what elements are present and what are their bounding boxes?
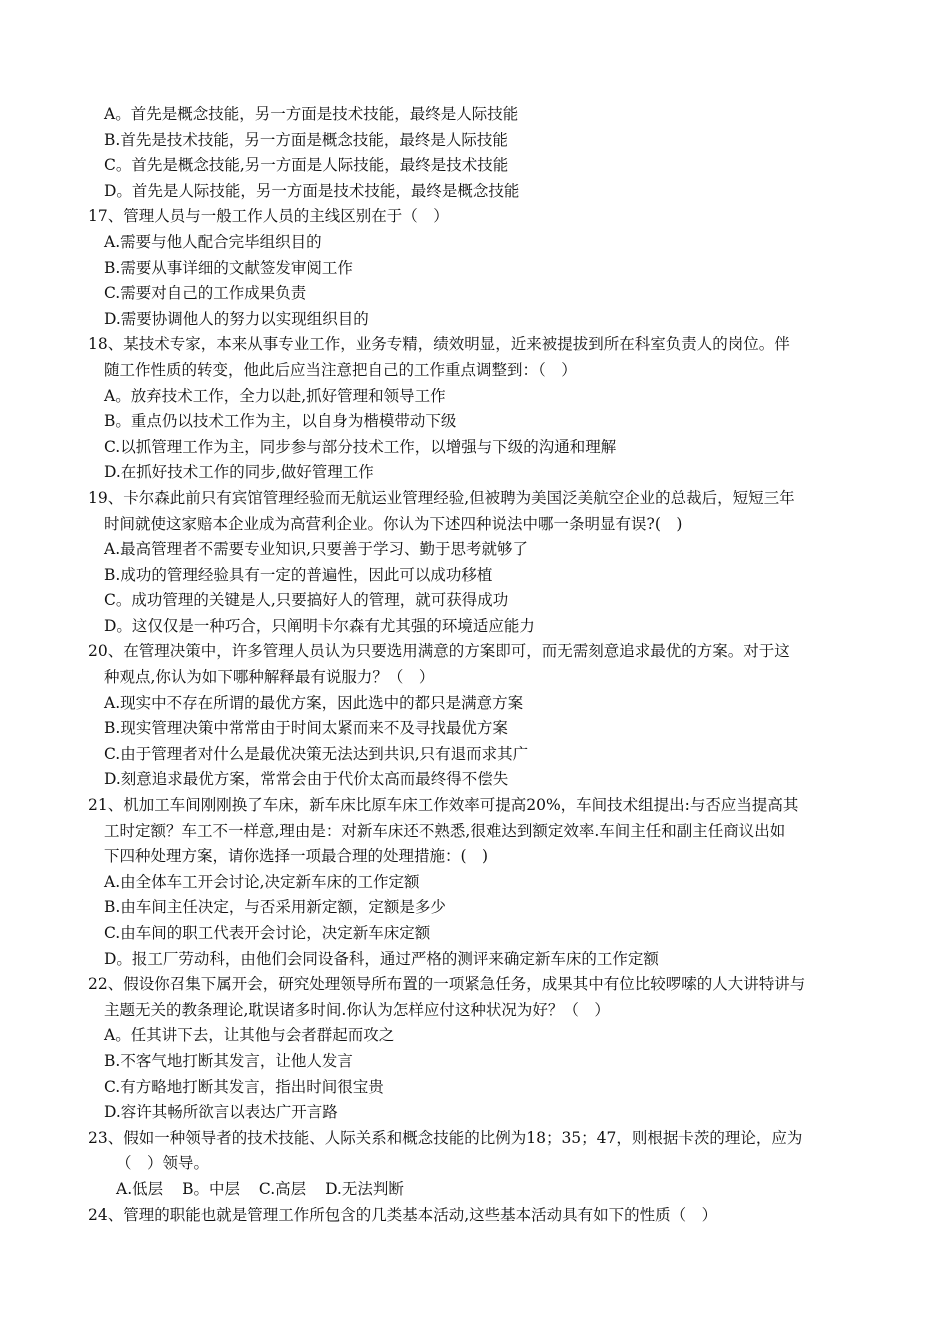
q21-option-a: A.由全体车工开会讨论,决定新车床的工作定额 (104, 872, 420, 891)
question-list (88, 102, 863, 1228)
q20-option-d: D.刻意追求最优方案，常常会由于代价太高而最终得不偿失 (104, 770, 509, 789)
q19-stem-line-1: 19、卡尔森此前只有宾馆管理经验而无航运业管理经验,但被聘为美国泛美航空企业的总裁后，短短三年 (88, 488, 795, 507)
q20-stem-line-2: 种观点,你认为如下哪种解释最有说服力？（ ） (104, 668, 435, 687)
q20-option-b: B.现实管理决策中常常由于时间太紧而来不及寻找最优方案 (104, 719, 508, 738)
q19-stem-line-2: 时间就使这家赔本企业成为高营利企业。你认为下述四种说法中哪一条明显有误?( ) (104, 514, 683, 533)
q21-option-b: B.由车间主任决定，与否采用新定额，定额是多少 (104, 898, 446, 917)
q24-stem: 24、管理的职能也就是管理工作所包含的几类基本活动,这些基本活动具有如下的性质（ ） (88, 1205, 718, 1224)
q21-stem-line-1: 21、机加工车间刚刚换了车床，新车床比原车床工作效率可提高20%，车间技术组提出:与否应当提高其 (88, 796, 799, 815)
q19-option-d: D。这仅仅是一种巧合，只阐明卡尔森有尤其强的环境适应能力 (104, 616, 535, 635)
q21-stem-line-2: 工时定额？车工不一样意,理由是：对新车床还不熟悉,很难达到额定效率.车间主任和副主任商议出如 (104, 821, 786, 840)
q22-option-a: A。任其讲下去，让其他与会者群起而攻之 (104, 1026, 395, 1045)
q16-option-d: D。首先是人际技能，另一方面是技术技能，最终是概念技能 (104, 181, 520, 200)
q20-option-c: C.由于管理者对什么是最优决策无法达到共识,只有退而求其广 (104, 744, 529, 763)
q20-option-a: A.现实中不存在所谓的最优方案，因此选中的都只是满意方案 (104, 693, 524, 712)
q17-option-a: A.需要与他人配合完毕组织目的 (104, 232, 322, 251)
q17-option-b: B.需要从事详细的文献签发审阅工作 (104, 258, 353, 277)
q23-options-row (88, 1177, 863, 1203)
q18-stem-line-1: 18、某技术专家，本来从事专业工作，业务专精，绩效明显，近来被提拔到所在科室负责人的岗位。伴 (88, 335, 790, 354)
q17-stem: 17、管理人员与一般工作人员的主线区别在于（ ） (88, 207, 449, 226)
q21-option-d: D。报工厂劳动科，由他们会同设备科，通过严格的测评来确定新车床的工作定额 (104, 949, 659, 968)
q23-option-b: B。中层 (182, 1179, 240, 1198)
q18-stem-line-2: 随工作性质的转变，他此后应当注意把自己的工作重点调整到：（ ） (104, 360, 577, 379)
q17-option-d: D.需要协调他人的努力以实现组织目的 (104, 309, 369, 328)
q22-option-c: C.有方略地打断其发言，指出时间很宝贵 (104, 1077, 384, 1096)
q23-stem-line-2: （ ）领导。 (116, 1154, 210, 1173)
q22-stem-line-1: 22、假设你召集下属开会，研究处理领导所布置的一项紧急任务，成果其中有位比较啰嗦的人大讲特讲与 (88, 975, 806, 994)
q20-stem-line-1: 20、在管理决策中，许多管理人员认为只要选用满意的方案即可，而无需刻意追求最优的方案。对于这 (88, 642, 790, 661)
q23-option-c: C.高层 (258, 1179, 307, 1198)
q19-option-b: B.成功的管理经验具有一定的普遍性，因此可以成功移植 (104, 565, 493, 584)
q23-option-a: A.低层 (116, 1179, 164, 1198)
q16-option-c: C。首先是概念技能,另一方面是人际技能，最终是技术技能 (104, 156, 509, 175)
q23-stem-line-1: 23、假如一种领导者的技术技能、人际关系和概念技能的比例为18；35；47，则根据卡茨的理论，应为 (88, 1128, 803, 1147)
q21-option-c: C.由车间的职工代表开会讨论，决定新车床定额 (104, 924, 431, 942)
q19-option-a: A.最高管理者不需要专业知识,只要善于学习、勤于思考就够了 (104, 540, 529, 559)
q19-option-c: C。成功管理的关键是人,只要搞好人的管理，就可获得成功 (104, 591, 509, 610)
q18-option-a: A。放弃技术工作，全力以赴,抓好管理和领导工作 (104, 386, 446, 405)
q16-option-b: B.首先是技术技能，另一方面是概念技能，最终是人际技能 (104, 130, 508, 149)
q21-stem-line-3: 下四种处理方案，请你选择一项最合理的处理措施：( ) (104, 847, 489, 866)
q17-option-c: C.需要对自己的工作成果负责 (104, 284, 307, 303)
q18-option-d: D.在抓好技术工作的同步,做好管理工作 (104, 463, 374, 482)
q22-option-b: B.不客气地打断其发言，让他人发言 (104, 1051, 353, 1070)
q23-option-d: D.无法判断 (325, 1179, 404, 1198)
q22-option-d: D.容许其畅所欲言以表达广开言路 (104, 1103, 338, 1122)
q22-stem-line-2: 主题无关的教条理论,耽误诸多时间.你认为怎样应付这种状况为好？（ ） (104, 1000, 610, 1019)
q18-option-b: B。重点仍以技术工作为主，以自身为楷模带动下级 (104, 412, 457, 431)
q16-option-a: A。首先是概念技能，另一方面是技术技能，最终是人际技能 (104, 105, 519, 123)
q18-option-c: C.以抓管理工作为主，同步参与部分技术工作，以增强与下级的沟通和理解 (104, 437, 617, 456)
